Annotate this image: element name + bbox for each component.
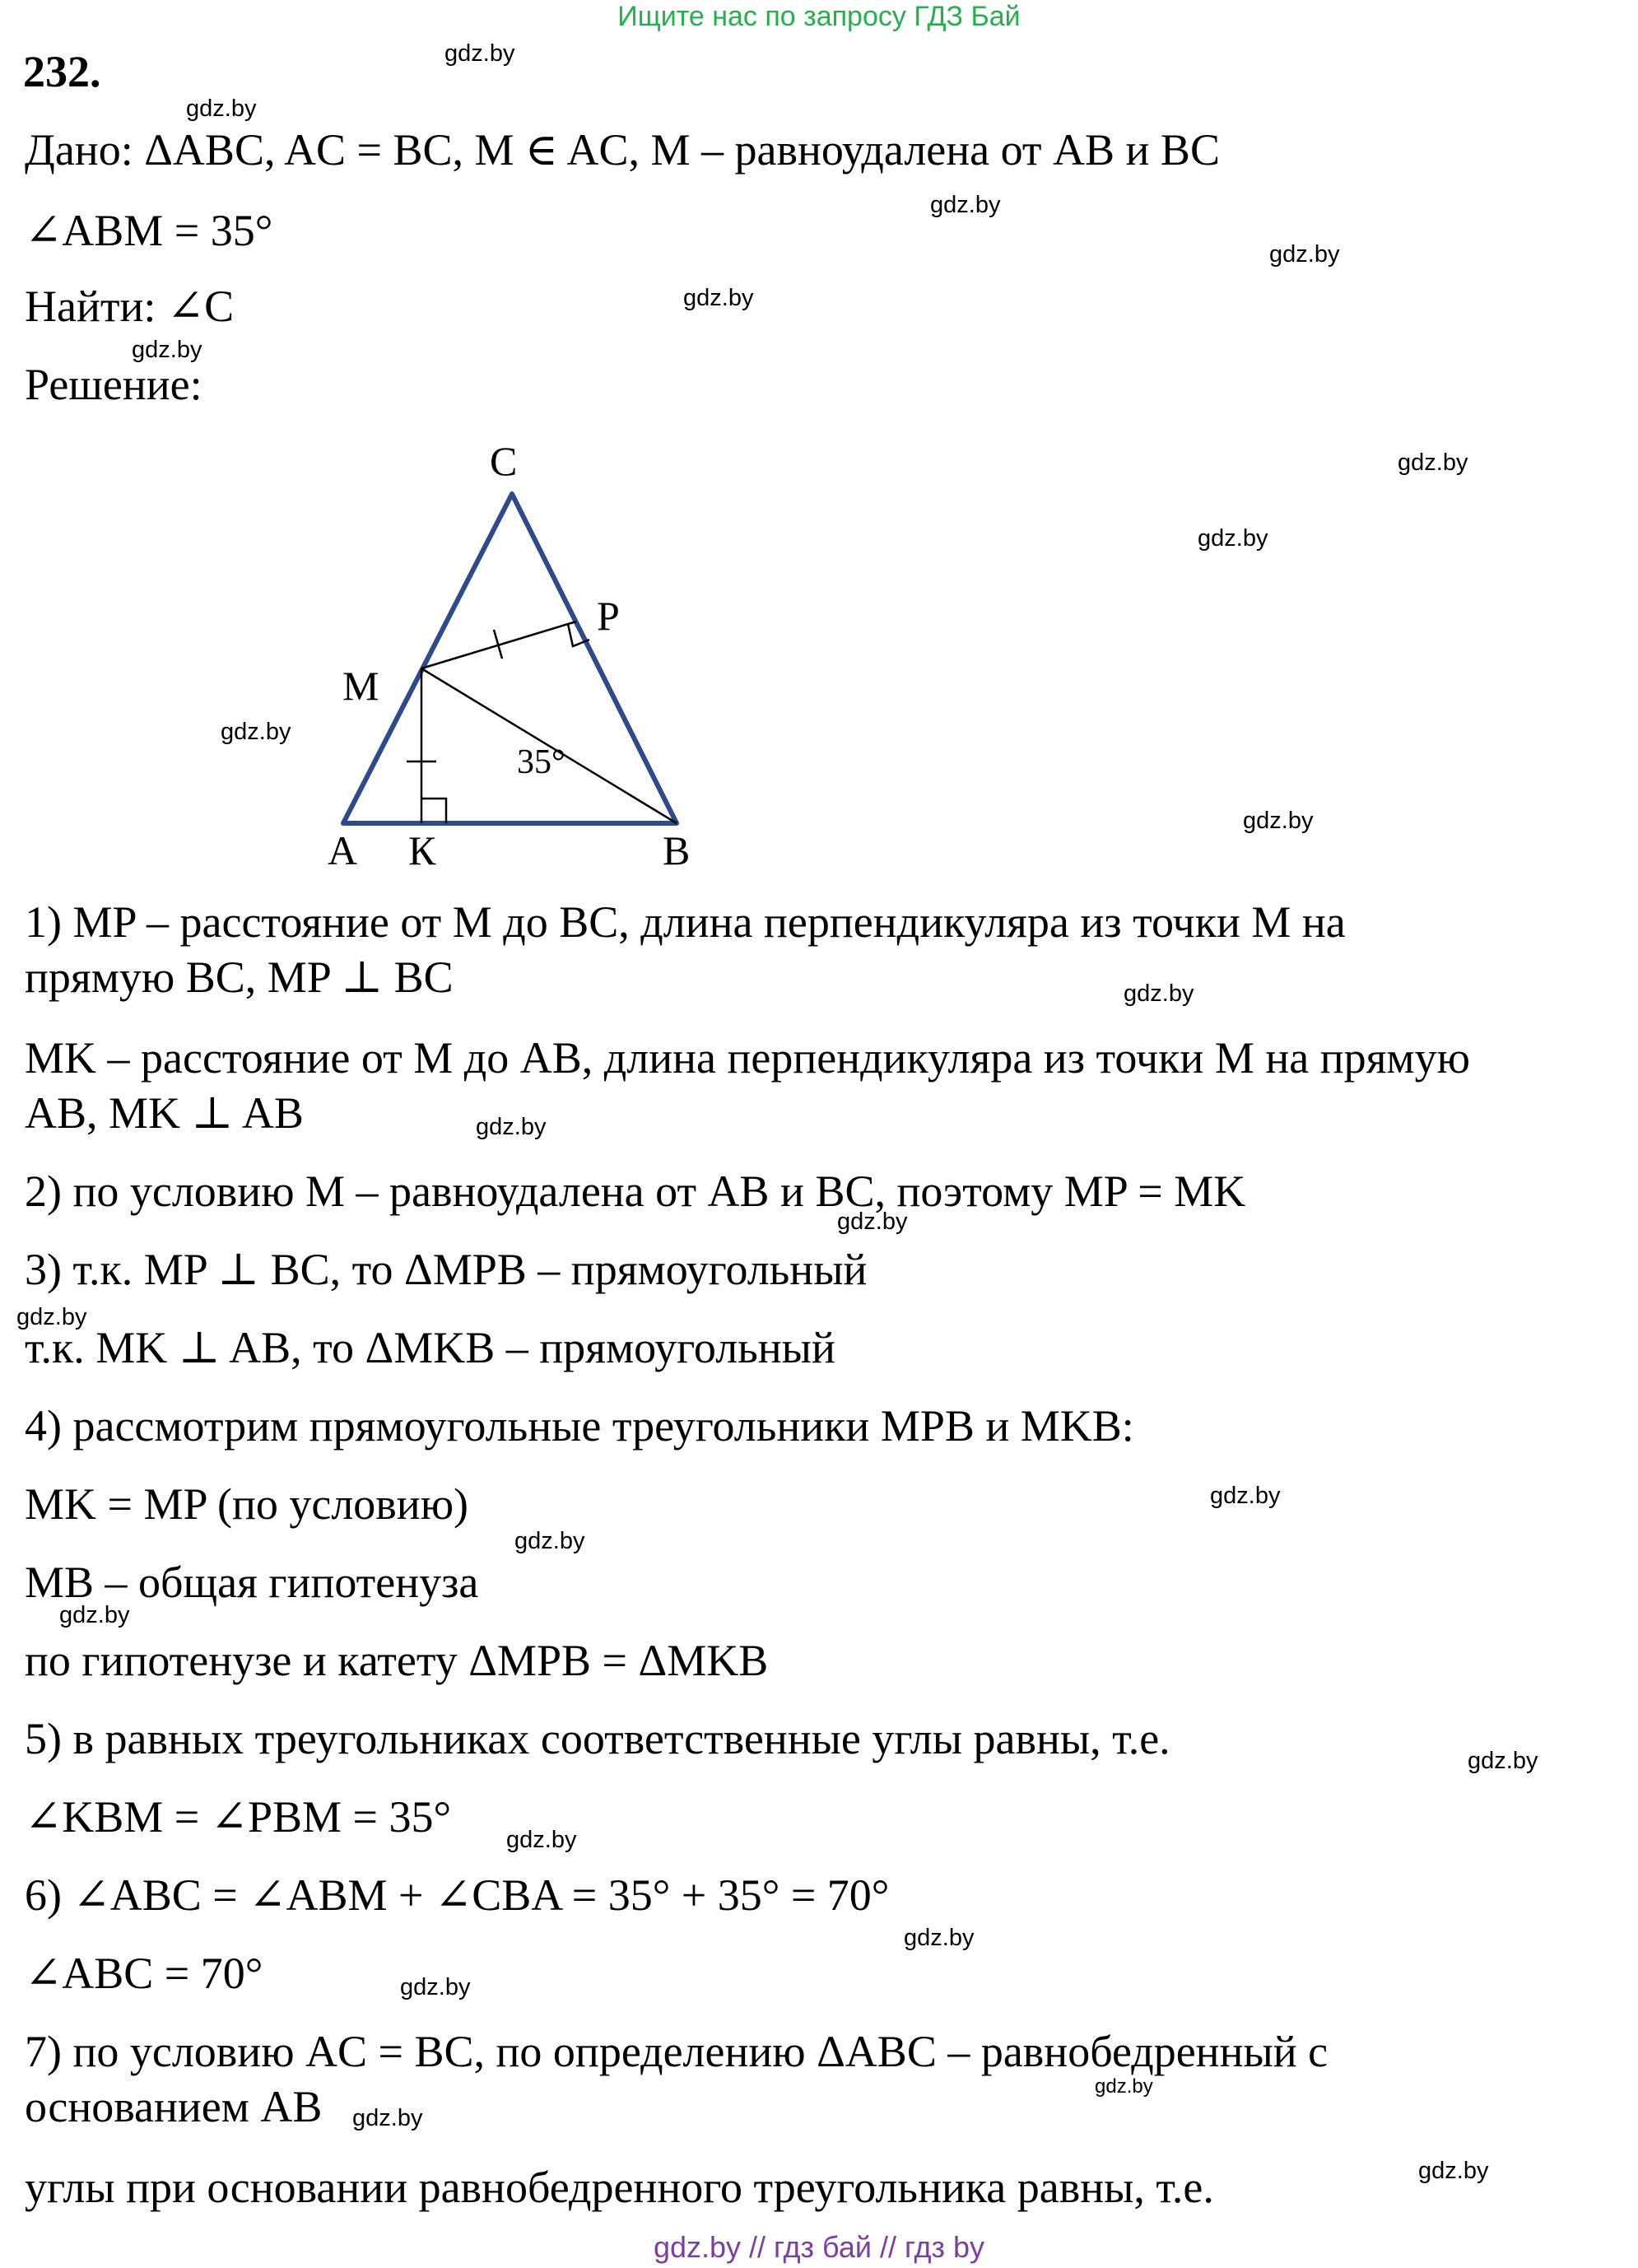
watermark: gdz.by	[352, 2105, 423, 2131]
watermark: gdz.by	[16, 1304, 87, 1330]
find-line: Найти: ∠C	[25, 282, 235, 331]
bottom-banner: gdz.by // гдз бай // гдз by	[653, 2230, 985, 2264]
step-line: 5) в равных треугольниках соответственные углы равны, т.е.	[25, 1714, 1170, 1763]
step-line: 1) MP – расстояние от M до BC, длина перпендикуляра из точки M на	[25, 897, 1346, 947]
step-line: ∠KBM = ∠PBM = 35°	[25, 1792, 452, 1842]
watermark: gdz.by	[186, 95, 257, 122]
step-line: углы при основании равнобедренного треугольника равны, т.е.	[25, 2163, 1214, 2212]
solution-title: Решение:	[25, 360, 202, 409]
step-line: основанием AB	[25, 2082, 323, 2131]
triangle-figure	[321, 424, 749, 869]
given-angle-line: ∠ABM = 35°	[25, 206, 273, 255]
watermark: gdz.by	[1095, 2075, 1153, 2098]
watermark: gdz.by	[1398, 449, 1468, 476]
watermark: gdz.by	[1210, 1483, 1281, 1509]
watermark: gdz.by	[132, 337, 202, 363]
step-line: прямую BC, MP ⊥ BC	[25, 952, 454, 1002]
right-angle-k	[421, 799, 446, 823]
angle-label: 35°	[517, 743, 565, 781]
watermark: gdz.by	[1269, 241, 1340, 268]
step-line: 7) по условию AC = BC, по определению ΔABC – равнобедренный с	[25, 2027, 1329, 2076]
watermark: gdz.by	[514, 1528, 585, 1554]
triangle-abc	[343, 494, 677, 823]
label-b: B	[663, 827, 691, 869]
watermark: gdz.by	[506, 1827, 577, 1853]
step-line: AB, MK ⊥ AB	[25, 1088, 304, 1138]
step-line: 6) ∠ABC = ∠ABM + ∠CBA = 35° + 35° = 70°	[25, 1870, 890, 1920]
step-line: MK = MP (по условию)	[25, 1479, 469, 1529]
watermark: gdz.by	[1198, 525, 1268, 552]
problem-number: 232.	[23, 47, 101, 96]
step-line: 3) т.к. MP ⊥ BC, то ΔMPB – прямоугольный	[25, 1245, 868, 1294]
step-line: т.к. MK ⊥ AB, то ΔMKB – прямоугольный	[25, 1323, 835, 1372]
label-c: C	[490, 438, 518, 484]
watermark: gdz.by	[1124, 980, 1194, 1007]
watermark: gdz.by	[476, 1114, 547, 1140]
watermark: gdz.by	[837, 1209, 908, 1235]
watermark: gdz.by	[904, 1925, 975, 1951]
watermark: gdz.by	[1468, 1748, 1538, 1774]
watermark: gdz.by	[1418, 2158, 1489, 2184]
step-line: ∠ABC = 70°	[25, 1949, 263, 1998]
watermark: gdz.by	[683, 285, 754, 311]
step-line: MB – общая гипотенуза	[25, 1558, 479, 1607]
watermark: gdz.by	[221, 719, 291, 745]
watermark: gdz.by	[1243, 808, 1314, 834]
label-m: M	[342, 663, 379, 709]
step-line: 4) рассмотрим прямоугольные треугольники MPB и MKB:	[25, 1401, 1134, 1451]
label-p: P	[597, 593, 620, 639]
label-a: A	[328, 827, 358, 869]
watermark: gdz.by	[930, 192, 1001, 218]
watermark: gdz.by	[444, 40, 515, 67]
step-line: MK – расстояние от M до AB, длина перпендикуляра из точки M на прямую	[25, 1033, 1470, 1083]
step-line: по гипотенузе и катету ΔMPB = ΔMKB	[25, 1636, 769, 1685]
watermark: gdz.by	[400, 1974, 471, 2000]
given-line: Дано: ΔABC, AC = BC, M ∈ AC, M – равноудалена от AB и BC	[25, 125, 1220, 175]
top-banner: Ищите нас по запросу ГДЗ Бай	[617, 1, 1021, 32]
label-k: К	[408, 827, 436, 869]
step-line: 2) по условию M – равноудалена от AB и BC, поэтому MP = MK	[25, 1167, 1246, 1216]
watermark: gdz.by	[59, 1602, 130, 1628]
